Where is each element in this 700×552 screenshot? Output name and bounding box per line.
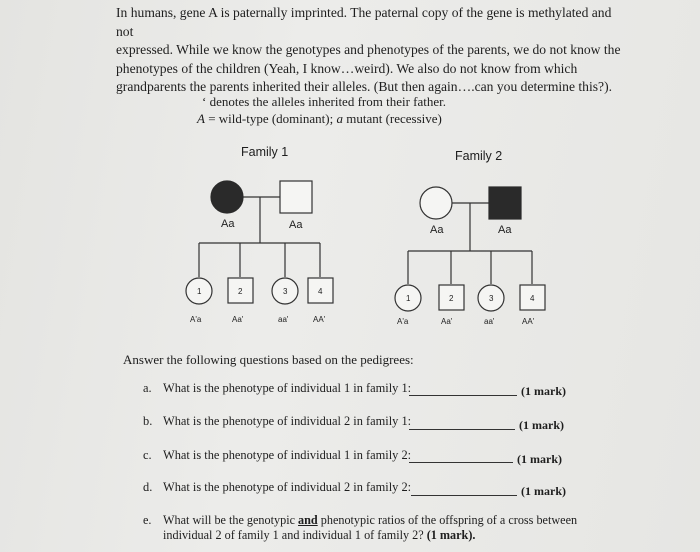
intro-line-1: In humans, gene A is paternally imprinted. The paternal copy of the gene is methylated and not bbox=[116, 5, 612, 39]
question-b-marks: (1 mark) bbox=[519, 418, 564, 432]
family2-mother-genotype: Aa bbox=[430, 224, 444, 236]
question-e-and: and bbox=[298, 513, 318, 527]
family1-father-square bbox=[280, 181, 312, 213]
question-d-text: What is the phenotype of individual 2 in family 2: bbox=[163, 480, 412, 494]
family1-child2-genotype: Aa' bbox=[232, 315, 244, 324]
family2-father-affected-square bbox=[489, 187, 521, 219]
question-a-answer-line[interactable] bbox=[409, 394, 517, 396]
family2-mother-circle bbox=[420, 187, 452, 219]
question-a-letter: a. bbox=[143, 381, 152, 395]
family1-child3-number: 3 bbox=[283, 287, 288, 296]
family1-child1-genotype: A'a bbox=[190, 315, 202, 324]
question-a-text: What is the phenotype of individual 1 in family 1: bbox=[163, 381, 412, 395]
questions-intro: Answer the following questions based on the pedigrees: bbox=[123, 352, 414, 367]
intro-line-3: phenotypes of the children (Yeah, I know…weird). We also do not know from which bbox=[116, 60, 578, 76]
question-d-marks: (1 mark) bbox=[521, 484, 566, 498]
family2-title: Family 2 bbox=[455, 149, 503, 163]
question-e-text-line2: individual 2 of family 1 and individual 1 of family 2? bbox=[163, 528, 427, 542]
family2-child3-genotype: aa' bbox=[484, 317, 495, 326]
family2-child1-genotype: A'a bbox=[397, 317, 409, 326]
family1-child4-number: 4 bbox=[318, 287, 323, 296]
legend-line-1: ‘ denotes the alleles inherited from their father. bbox=[202, 94, 447, 109]
question-c-answer-line[interactable] bbox=[409, 461, 513, 463]
family1-mother-genotype: Aa bbox=[221, 218, 235, 230]
question-d bbox=[143, 480, 573, 498]
question-d-answer-line[interactable] bbox=[411, 494, 517, 496]
question-e-text-post: phenotypic ratios of the offspring of a cross between bbox=[317, 513, 578, 527]
question-e-marks: (1 mark). bbox=[426, 528, 476, 542]
question-c-letter: c. bbox=[143, 448, 152, 462]
question-e bbox=[143, 513, 593, 543]
family1-father-genotype: Aa bbox=[289, 219, 303, 231]
question-b-text: What is the phenotype of individual 2 in family 1: bbox=[163, 414, 412, 428]
question-d-letter: d. bbox=[143, 480, 153, 494]
question-a-marks: (1 mark) bbox=[521, 384, 566, 398]
question-c-marks: (1 mark) bbox=[517, 452, 562, 466]
family2-child4-genotype: AA' bbox=[522, 317, 535, 326]
question-b-letter: b. bbox=[143, 414, 153, 428]
family1-child1-number: 1 bbox=[197, 287, 202, 296]
question-c bbox=[143, 448, 573, 466]
family2-child3-number: 3 bbox=[489, 294, 494, 303]
family2-child1-number: 1 bbox=[406, 294, 411, 303]
family1-child3-genotype: aa' bbox=[278, 315, 289, 324]
intro-line-4: grandparents the parents inherited their alleles. (But then again….can you determine this?). bbox=[116, 79, 612, 94]
family1-child2-number: 2 bbox=[238, 287, 243, 296]
family1-mother-affected-circle bbox=[211, 181, 243, 213]
family2-child2-genotype: Aa' bbox=[441, 317, 453, 326]
question-e-text-pre: What will be the genotypic bbox=[163, 513, 299, 527]
intro-line-2: expressed. While we know the genotypes and phenotypes of the parents, we do not know the bbox=[116, 42, 621, 57]
family1-child4-genotype: AA' bbox=[313, 315, 326, 324]
question-b bbox=[143, 414, 573, 432]
legend-line-2: A = wild-type (dominant); a mutant (recessive) bbox=[197, 111, 442, 126]
question-b-answer-line[interactable] bbox=[409, 428, 515, 430]
question-a bbox=[143, 381, 573, 396]
family2-child2-number: 2 bbox=[449, 294, 454, 303]
question-c-text: What is the phenotype of individual 1 in family 2: bbox=[163, 448, 412, 462]
family2-child4-number: 4 bbox=[530, 294, 535, 303]
question-e-letter: e. bbox=[143, 513, 152, 527]
family2-father-genotype: Aa bbox=[498, 224, 512, 236]
family1-title: Family 1 bbox=[241, 145, 289, 159]
